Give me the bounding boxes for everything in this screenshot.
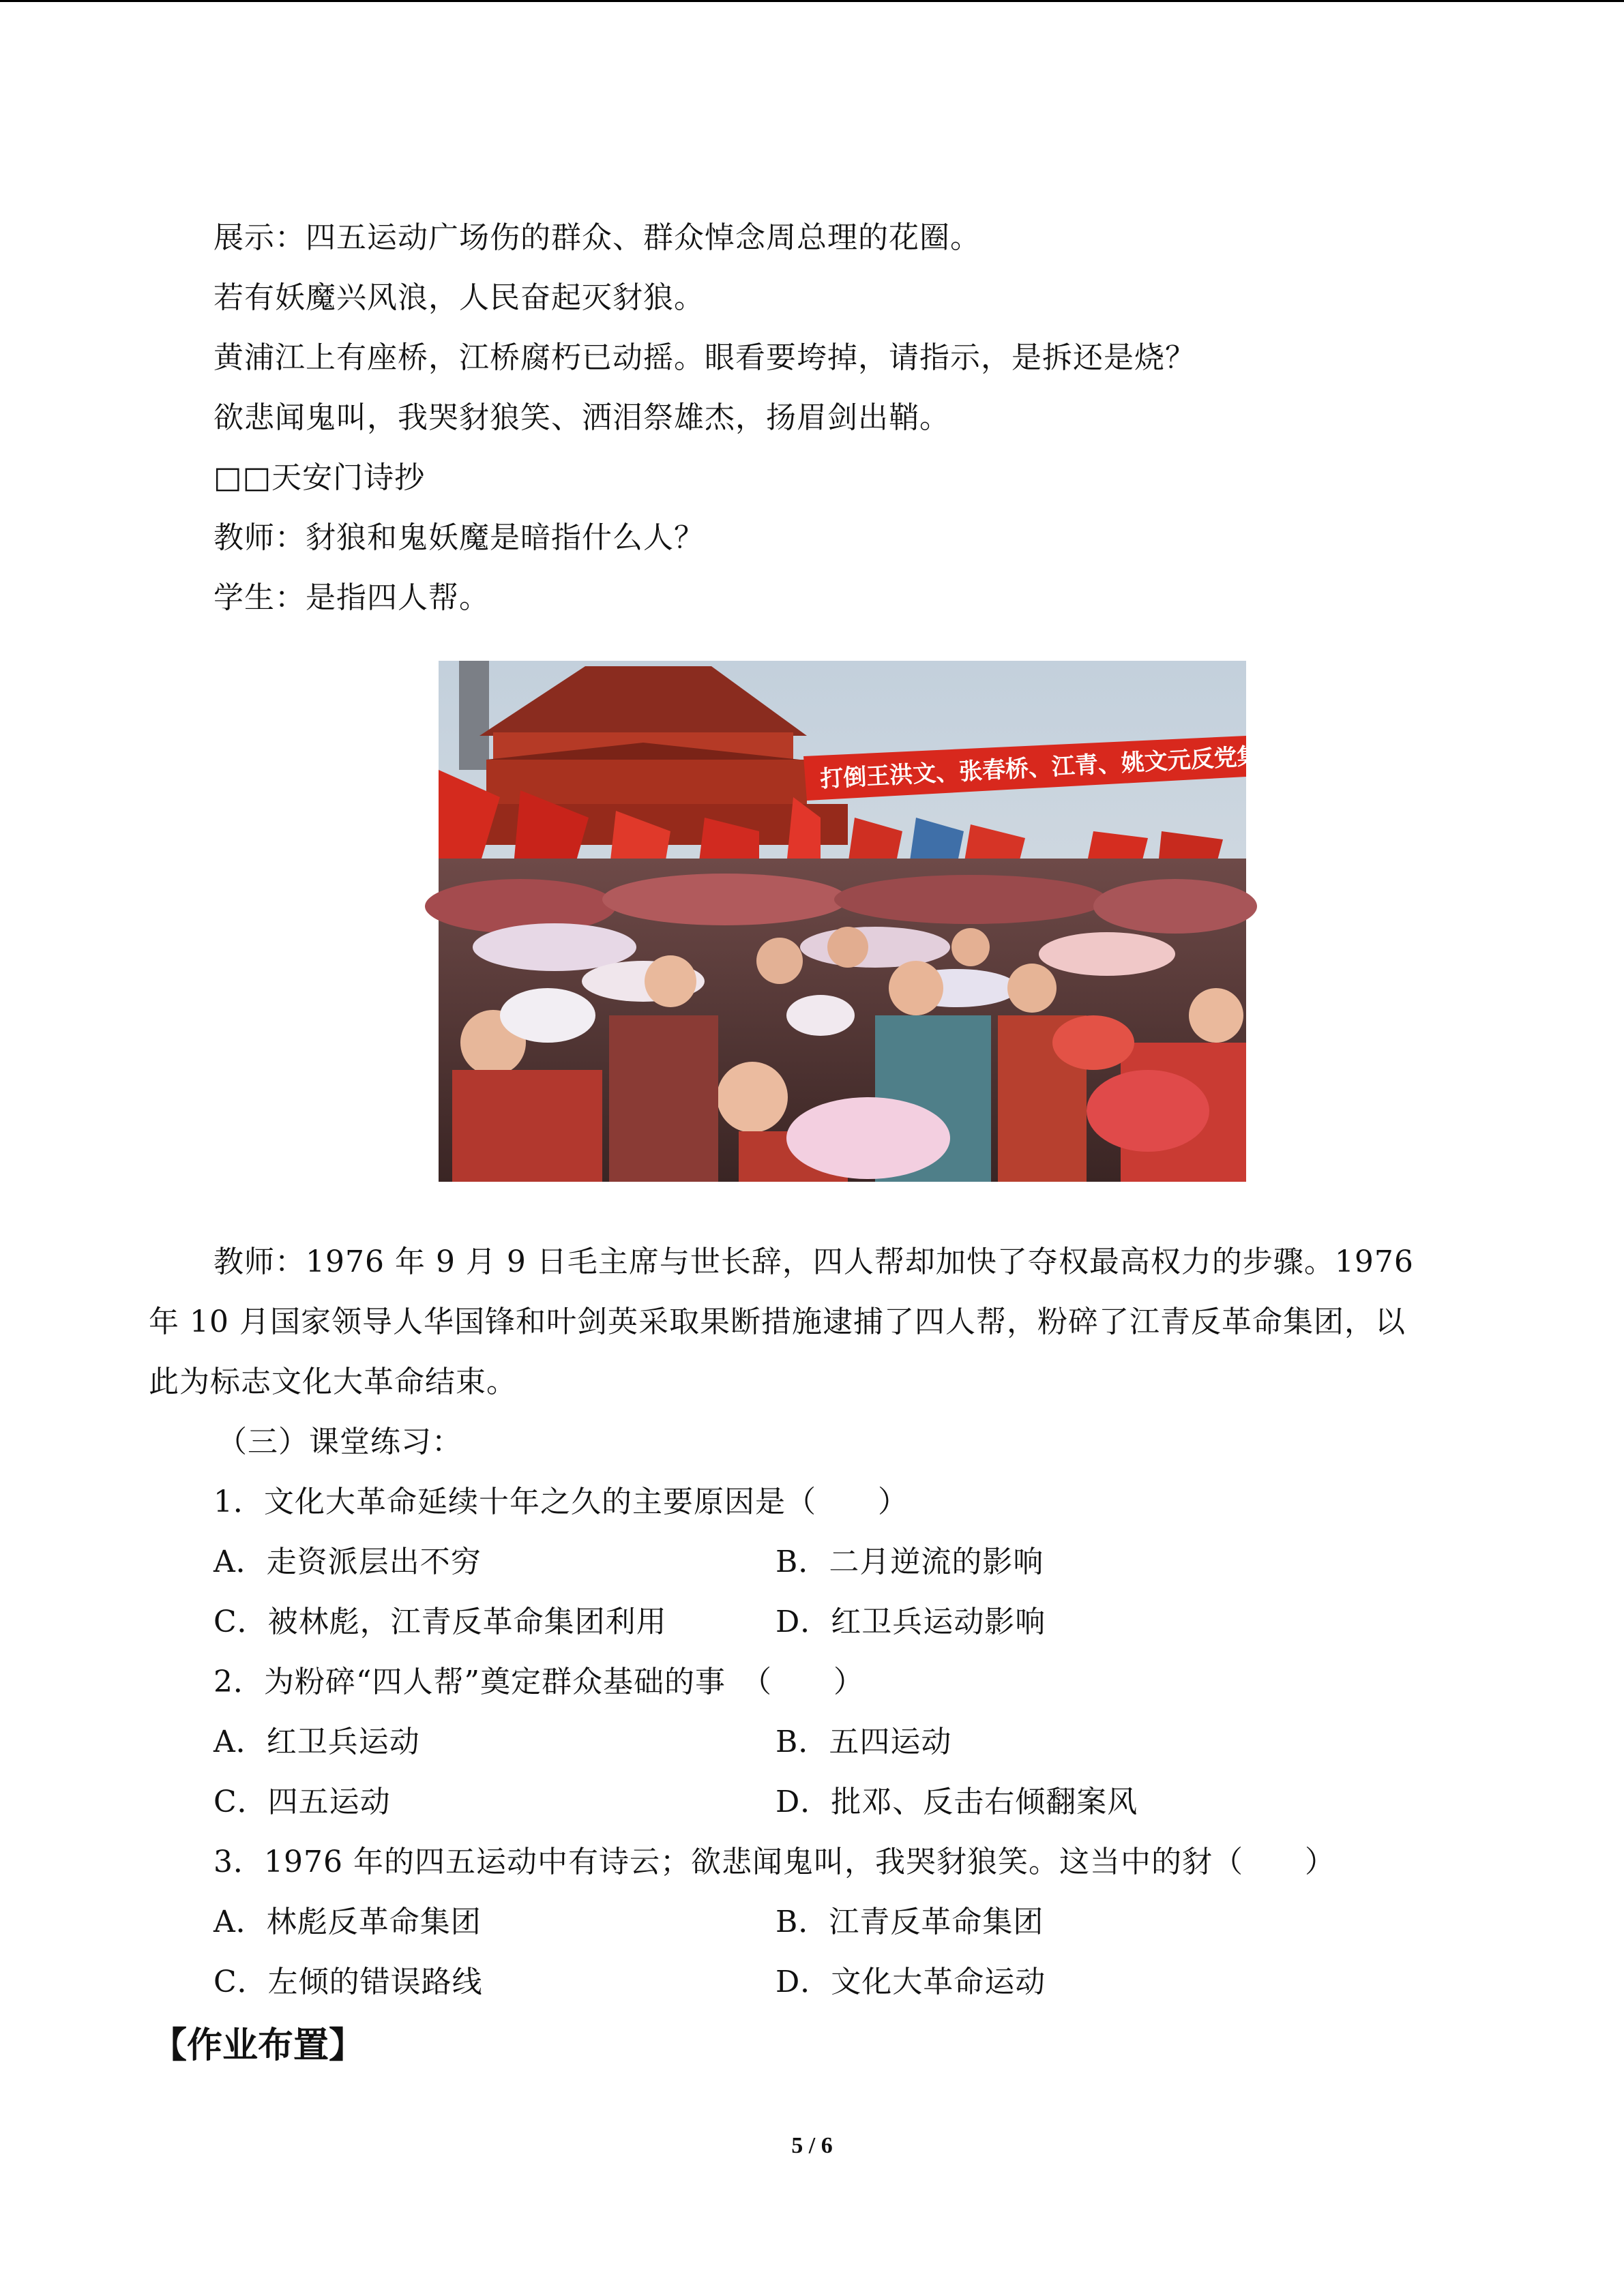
question-3-option-d: D．文化大革命运动 xyxy=(776,1965,1046,1999)
body-line-teacher-question: 教师：豺狼和鬼妖魔是暗指什么人？ xyxy=(213,520,705,555)
body-line-display: 展示：四五运动广场伤的群众、群众悼念周总理的花圈。 xyxy=(213,220,981,255)
lamp-post xyxy=(459,661,489,770)
question-1-stem: 1．文化大革命延续十年之久的主要原因是（ ） xyxy=(213,1485,909,1519)
teacher-paragraph-line-2: 年 10 月国家领导人华国锋和叶剑英采取果断措施逮捕了四人帮，粉碎了江青反革命集团，以 xyxy=(149,1304,1406,1339)
question-2-stem: 2．为粉碎“四人帮”奠定群众基础的事 （ ） xyxy=(213,1665,864,1699)
question-2-option-a: A．红卫兵运动 xyxy=(213,1725,420,1759)
body-line-poem-1: 若有妖魔兴风浪，人民奋起灭豺狼。 xyxy=(213,280,705,315)
question-3-option-b: B．江青反革命集团 xyxy=(776,1905,1044,1939)
question-2-option-c: C．四五运动 xyxy=(213,1785,391,1819)
body-line-poem-3: 欲悲闻鬼叫，我哭豺狼笑、洒泪祭雄杰，扬眉剑出鞘。 xyxy=(213,400,950,435)
body-line-poem-2: 黄浦江上有座桥，江桥腐朽已动摇。眼看要垮掉，请指示，是拆还是烧？ xyxy=(213,340,1196,375)
teacher-paragraph-line-1: 教师：1976 年 9 月 9 日毛主席与世长辞，四人帮却加快了夺权最高权力的步骤。1976 xyxy=(213,1244,1414,1279)
question-3-option-a: A．林彪反革命集团 xyxy=(213,1905,482,1939)
teacher-paragraph-line-3: 此为标志文化大革命结束。 xyxy=(149,1365,517,1399)
question-2-option-b: B．五四运动 xyxy=(776,1725,952,1759)
body-line-student-answer: 学生：是指四人帮。 xyxy=(213,580,490,615)
question-1-option-b: B．二月逆流的影响 xyxy=(776,1545,1044,1579)
question-3-stem: 3．1976 年的四五运动中有诗云；欲悲闻鬼叫，我哭豺狼笑。这当中的豺（ ） xyxy=(213,1845,1335,1879)
homework-heading: 【作业布置】 xyxy=(151,2025,365,2066)
exercise-section-title: （三）课堂练习： xyxy=(217,1425,462,1459)
slogan-banner-text: 打倒王洪文、张春桥、江青、姚文元反党集团！ xyxy=(819,740,1308,793)
body-line-source: □□天安门诗抄 xyxy=(213,460,426,495)
question-1-option-a: A．走资派层出不穷 xyxy=(213,1545,482,1579)
tiananmen-celebration-photo xyxy=(439,661,1308,1182)
question-1-option-c: C．被林彪，江青反革命集团利用 xyxy=(213,1605,667,1639)
page-number: 5 / 6 xyxy=(791,2133,833,2158)
question-1-option-d: D．红卫兵运动影响 xyxy=(776,1605,1046,1639)
question-3-option-c: C．左倾的错误路线 xyxy=(213,1965,483,1999)
question-2-option-d: D．批邓、反击右倾翻案风 xyxy=(776,1785,1138,1819)
